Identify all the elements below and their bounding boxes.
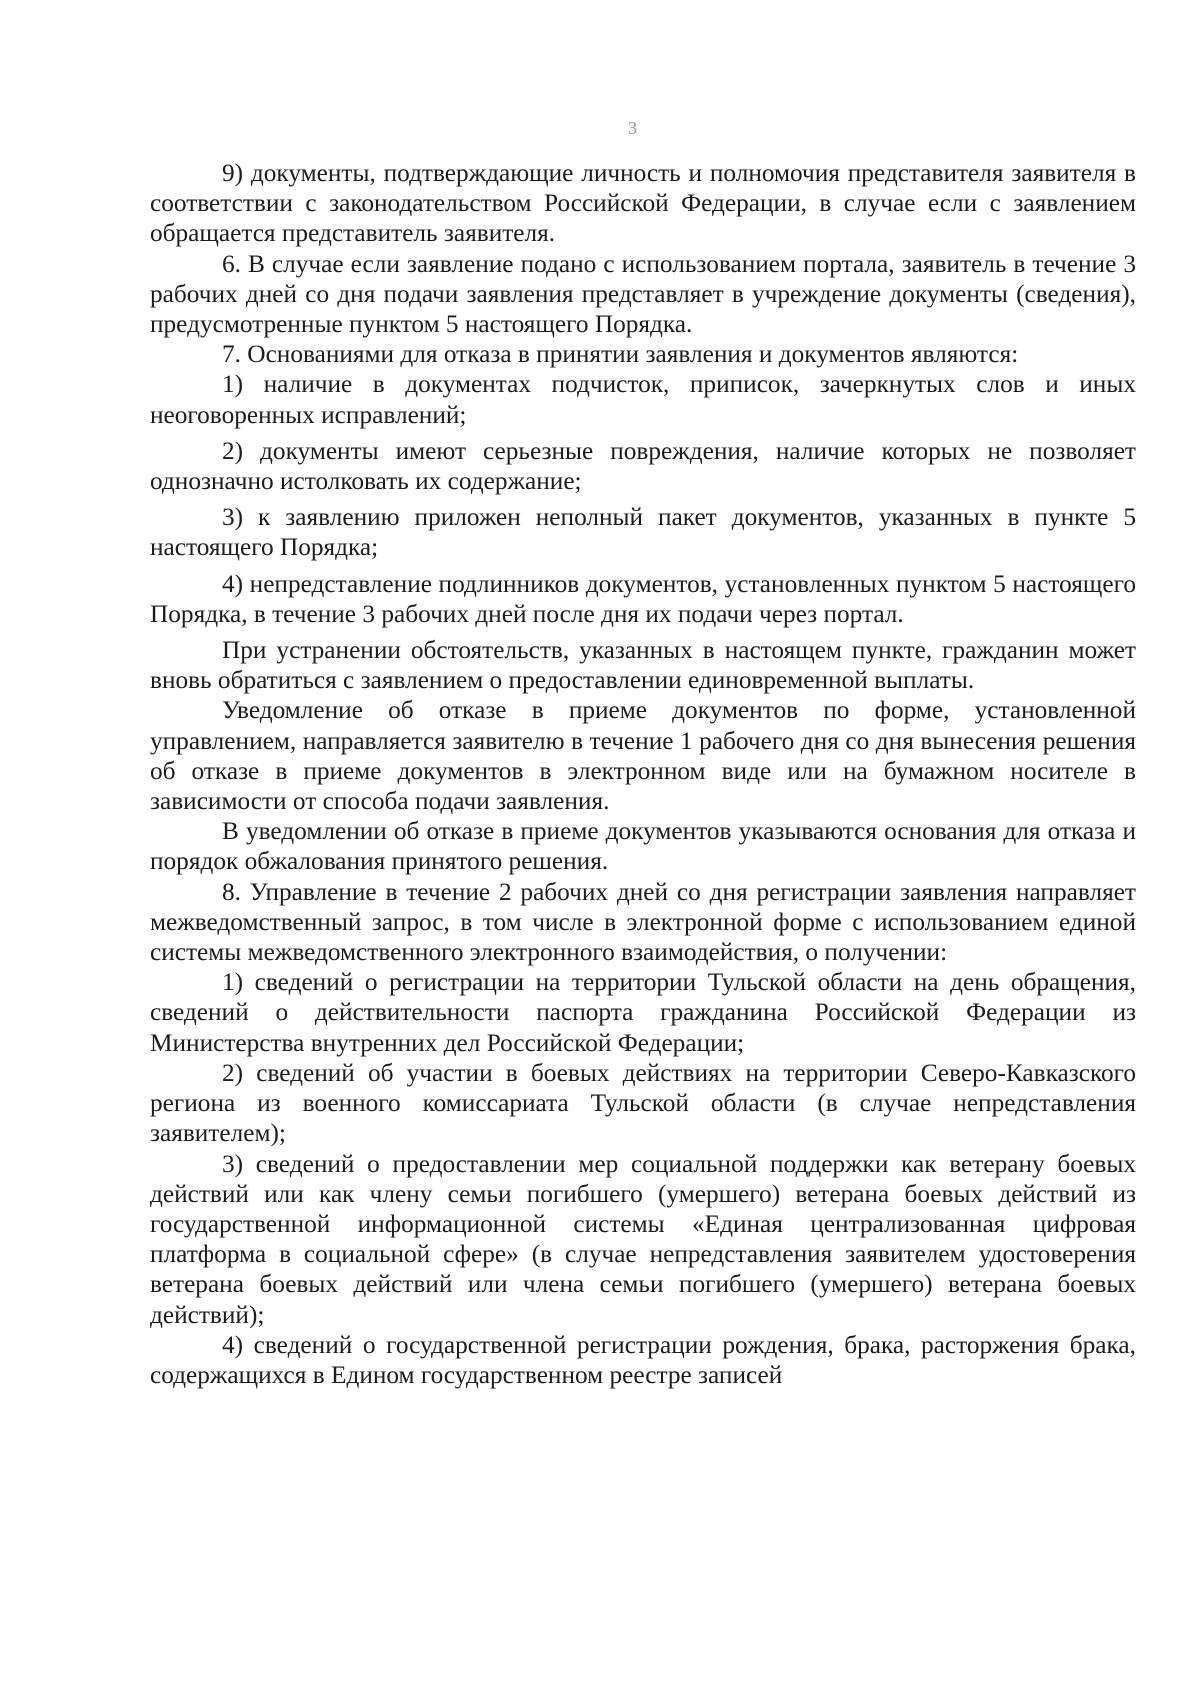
document-body — [150, 158, 1136, 1390]
paragraph-8-item-2: 2) сведений об участии в боевых действиях на территории Северо-Кавказского региона из военного комиссариата Тульской области (в случае непредставления заявителем); — [150, 1058, 1136, 1148]
paragraph-8-item-1: 1) сведений о регистрации на территории Тульской области на день обращения, сведений о действительности паспорта гражданина Российской Федерации из Министерства внутренних дел Российской Федерации; — [150, 968, 1136, 1057]
paragraph-8-interagency-request: 8. Управление в течение 2 рабочих дней со дня регистрации заявления направляет межведомственный запрос, в том числе в электронной форме с использованием единой системы межведомственного электронного взаимодействия, о получении: — [150, 877, 1136, 967]
page-number: 3 — [628, 118, 637, 138]
paragraph-6-portal-application: 6. В случае если заявление подано с использованием портала, заявитель в течение 3 рабочих дней со дня подачи заявления представляет в учреждение документы (сведения), предусмотренные пунктом 5 настоящего Порядка. — [150, 249, 1136, 339]
paragraph-7-item-2: 2) документы имеют серьезные повреждения, наличие которых не позволяет однозначно истолковать их содержание; — [150, 436, 1136, 496]
paragraph-reapply: При устранении обстоятельств, указанных в настоящем пункте, гражданин может вновь обратиться с заявлением о предоставлении единовременной выплаты. — [150, 636, 1136, 695]
paragraph-7-item-1: 1) наличие в документах подчисток, приписок, зачеркнутых слов и иных неоговоренных исправлений; — [150, 370, 1136, 429]
paragraph-8-item-3: 3) сведений о предоставлении мер социальной поддержки как ветерану боевых действий или как члену семьи погибшего (умершего) ветерана боевых действий из государственной информационной системы «Единая централизованная цифровая платформа в социальной сфере» (в случае непредставления заявителем удостоверения ветерана боевых действий или члена семьи погибшего (умершего) ветерана боевых действий); — [150, 1149, 1136, 1329]
paragraph-7-item-4: 4) непредставление подлинников документов, установленных пунктом 5 настоящего Порядка, в течение 3 рабочих дней после дня их подачи через портал. — [150, 569, 1136, 628]
paragraph-item-9-documents: 9) документы, подтверждающие личность и полномочия представителя заявителя в соответствии с законодательством Российской Федерации, в случае если с заявлением обращается представитель заявителя. — [150, 159, 1136, 248]
paragraph-7-item-3: 3) к заявлению приложен неполный пакет документов, указанных в пункте 5 настоящего Порядка; — [150, 503, 1136, 562]
paragraph-8-item-4: 4) сведений о государственной регистрации рождения, брака, расторжения брака, содержащихся в Едином государственном реестре записей — [150, 1330, 1136, 1389]
paragraph-7-refusal-grounds: 7. Основаниями для отказа в принятии заявления и документов являются: — [222, 340, 1019, 369]
paragraph-refusal-notice: Уведомление об отказе в приеме документов по форме, установленной управлением, направляется заявителю в течение 1 рабочего дня со дня вынесения решения об отказе в приеме документов в электронном виде или на бумажном носителе в зависимости от способа подачи заявления. — [150, 696, 1136, 816]
paragraph-notice-contents: В уведомлении об отказе в приеме документов указываются основания для отказа и порядок обжалования принятого решения. — [150, 817, 1136, 876]
